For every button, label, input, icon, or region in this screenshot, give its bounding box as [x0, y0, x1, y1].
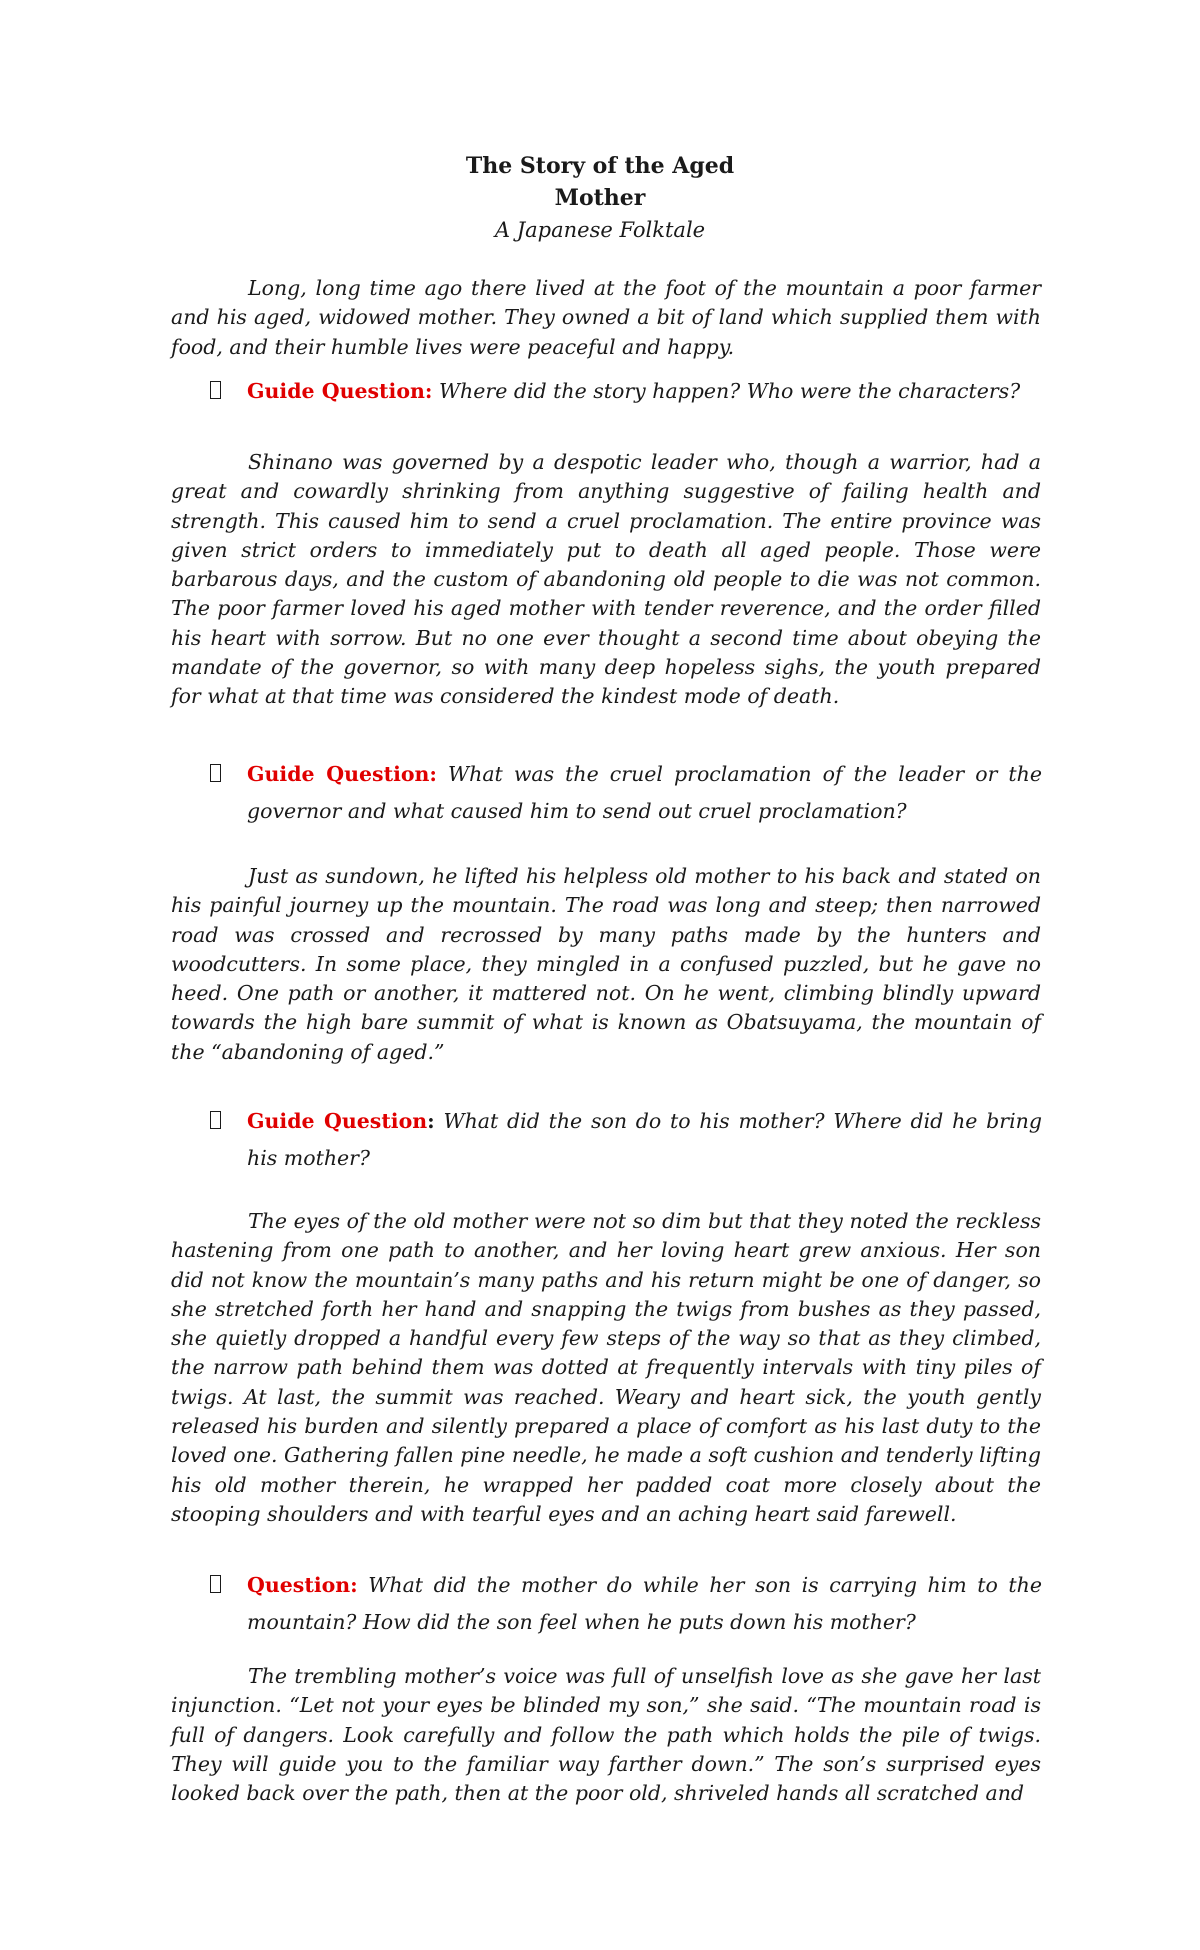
- subtitle: A Japanese Folktale: [494, 218, 706, 242]
- missing-glyph-box-icon: [210, 1111, 221, 1129]
- question-label-colon: :: [427, 1109, 435, 1133]
- paragraph-5: [171, 1662, 1041, 1808]
- paragraph-3: [171, 862, 1041, 1067]
- question-text: What did the son do to his mother? Where did he bring his mother?: [247, 1109, 1042, 1170]
- question-text: What did the mother do while her son is carrying him to the mountain? How did the son feel when he puts down his mother?: [247, 1573, 1042, 1634]
- missing-glyph-box-icon: [210, 1575, 221, 1593]
- missing-glyph-box-icon: [210, 764, 221, 782]
- question-4: [212, 1567, 1042, 1641]
- paragraph-4: [171, 1207, 1041, 1529]
- paragraph-5-text: The trembling mother’s voice was full of unselfish love as she gave her last injunction. “Let not your eyes be blinded my son,” she said. “The mountain road is full of dangers. Look carefully and follow the path which holds the pile of twigs. They will guide you to the familiar way farther down.” The son’s surprised eyes looked back over the path, then at the poor old, shriveled hands all scratched and: [171, 1664, 1041, 1806]
- guide-question-2: [212, 756, 1042, 830]
- question-text: Where did the story happen? Who were the characters?: [432, 379, 1021, 403]
- title-line-1: The Story of the Aged: [465, 153, 735, 179]
- paragraph-3-text: Just as sundown, he lifted his helpless old mother to his back and stated on his painful journey up the mountain. The road was long and steep; then narrowed road was crossed and recrossed by many paths made by the hunters and woodcutters. In some place, they mingled in a confused puzzled, but he gave no heed. One path or another, it mattered not. On he went, climbing blindly upward towards the high bare summit of what is known as Obatsuyama, the mountain of the “abandoning of aged.”: [171, 864, 1041, 1064]
- question-label: Guide Question:: [247, 762, 437, 786]
- title-block: [0, 150, 1200, 246]
- paragraph-1: [171, 274, 1041, 362]
- guide-question-1: [212, 373, 1042, 410]
- missing-glyph-box-icon: [210, 381, 221, 399]
- question-text: What was the cruel proclamation of the leader or the governor and what caused him to send out cruel proclamation?: [247, 762, 1042, 823]
- paragraph-4-text: The eyes of the old mother were not so dim but that they noted the reckless hastening from one path to another, and her loving heart grew anxious. Her son did not know the mountain’s many paths and his return might be one of danger, so she stretched forth her hand and snapping the twigs from bushes as they passed, she quietly dropped a handful every few steps of the way so that as they climbed, the narrow path behind them was dotted at frequently intervals with tiny piles of twigs. At last, the summit was reached. Weary and heart sick, the youth gently released his burden and silently prepared a place of comfort as his last duty to the loved one. Gathering fallen pine needle, he made a soft cushion and tenderly lifting his old mother therein, he wrapped her padded coat more closely about the stooping shoulders and with tearful eyes and an aching heart said farewell.: [171, 1209, 1041, 1526]
- paragraph-2: [171, 448, 1041, 712]
- guide-question-3: [212, 1103, 1042, 1177]
- question-label: Question:: [247, 1573, 358, 1597]
- paragraph-2-text: Shinano was governed by a despotic leader who, though a warrior, had a great and cowardly shrinking from anything suggestive of failing health and strength. This caused him to send a cruel proclamation. The entire province was given strict orders to immediately put to death all aged people. Those were barbarous days, and the custom of abandoning old people to die was not common. The poor farmer loved his aged mother with tender reverence, and the order filled his heart with sorrow. But no one ever thought a second time about obeying the mandate of the governor, so with many deep hopeless sighs, the youth prepared for what at that time was considered the kindest mode of death.: [171, 450, 1041, 709]
- title-line-2: Mother: [554, 185, 646, 211]
- question-label: Guide Question:: [247, 379, 433, 403]
- question-label: Guide Question: [247, 1109, 428, 1133]
- paragraph-1-text: Long, long time ago there lived at the foot of the mountain a poor farmer and his aged, widowed mother. They owned a bit of land which supplied them with food, and their humble lives were peaceful and happy.: [171, 276, 1041, 359]
